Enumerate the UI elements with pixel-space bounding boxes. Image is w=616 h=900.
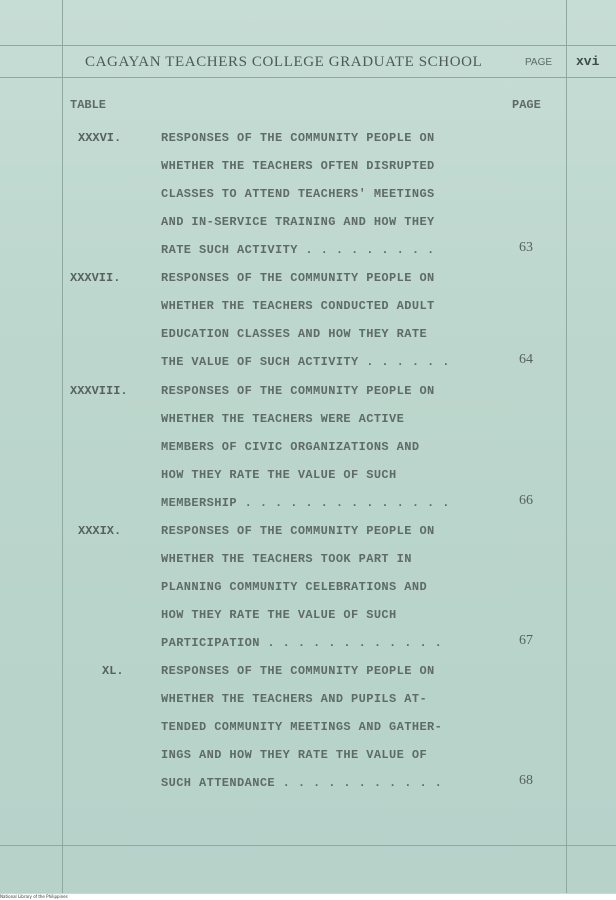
table-title-line: TENDED COMMUNITY MEETINGS AND GATHER- bbox=[161, 720, 443, 734]
table-page-number: 67 bbox=[519, 633, 533, 648]
footer-rule bbox=[0, 845, 616, 846]
table-title-line: RESPONSES OF THE COMMUNITY PEOPLE ON bbox=[161, 271, 435, 285]
table-title-line: RESPONSES OF THE COMMUNITY PEOPLE ON bbox=[161, 384, 435, 398]
table-page-number: 64 bbox=[519, 352, 533, 367]
table-title-line: MEMBERSHIP . . . . . . . . . . . . . . bbox=[161, 496, 450, 510]
left-margin-rule bbox=[62, 0, 63, 893]
page-label: PAGE bbox=[525, 57, 553, 68]
table-number: XXXVIII. bbox=[70, 384, 128, 398]
table-number: XL. bbox=[102, 664, 124, 678]
table-title-line: WHETHER THE TEACHERS AND PUPILS AT- bbox=[161, 692, 428, 706]
table-title-line: AND IN-SERVICE TRAINING AND HOW THEY bbox=[161, 215, 435, 229]
table-title-line: INGS AND HOW THEY RATE THE VALUE OF bbox=[161, 748, 428, 762]
table-title-line: HOW THEY RATE THE VALUE OF SUCH bbox=[161, 468, 397, 482]
table-title-line: THE VALUE OF SUCH ACTIVITY . . . . . . bbox=[161, 355, 450, 369]
header-bottom-rule bbox=[0, 77, 616, 78]
table-page-number: 63 bbox=[519, 240, 533, 255]
footer-credit: National Library of the Philippines bbox=[0, 894, 616, 900]
school-name: CAGAYAN TEACHERS COLLEGE GRADUATE SCHOOL bbox=[85, 54, 483, 70]
table-number: XXXVII. bbox=[70, 271, 121, 285]
table-page-number: 66 bbox=[519, 493, 533, 508]
table-title-line: WHETHER THE TEACHERS TOOK PART IN bbox=[161, 552, 412, 566]
header-top-rule bbox=[0, 45, 616, 46]
table-title-line: EDUCATION CLASSES AND HOW THEY RATE bbox=[161, 327, 428, 341]
table-title-line: RESPONSES OF THE COMMUNITY PEOPLE ON bbox=[161, 664, 435, 678]
page-number: xvi bbox=[576, 54, 600, 69]
table-title-line: MEMBERS OF CIVIC ORGANIZATIONS AND bbox=[161, 440, 420, 454]
table-title-line: WHETHER THE TEACHERS OFTEN DISRUPTED bbox=[161, 159, 435, 173]
table-title-line: RESPONSES OF THE COMMUNITY PEOPLE ON bbox=[161, 131, 435, 145]
table-title-line: RATE SUCH ACTIVITY . . . . . . . . . bbox=[161, 243, 435, 257]
page-header bbox=[0, 54, 616, 74]
table-title-line: SUCH ATTENDANCE . . . . . . . . . . . bbox=[161, 776, 443, 790]
table-title-line: CLASSES TO ATTEND TEACHERS' MEETINGS bbox=[161, 187, 435, 201]
page-column-heading: PAGE bbox=[512, 98, 541, 112]
table-title-line: WHETHER THE TEACHERS CONDUCTED ADULT bbox=[161, 299, 435, 313]
table-number: XXXIX. bbox=[78, 524, 122, 538]
right-margin-rule bbox=[566, 0, 567, 893]
table-column-heading: TABLE bbox=[70, 98, 107, 112]
table-title-line: RESPONSES OF THE COMMUNITY PEOPLE ON bbox=[161, 524, 435, 538]
table-page-number: 68 bbox=[519, 773, 533, 788]
table-title-line: PARTICIPATION . . . . . . . . . . . . bbox=[161, 636, 443, 650]
table-title-line: WHETHER THE TEACHERS WERE ACTIVE bbox=[161, 412, 405, 426]
table-number: XXXVI. bbox=[78, 131, 122, 145]
table-title-line: HOW THEY RATE THE VALUE OF SUCH bbox=[161, 608, 397, 622]
table-title-line: PLANNING COMMUNITY CELEBRATIONS AND bbox=[161, 580, 428, 594]
